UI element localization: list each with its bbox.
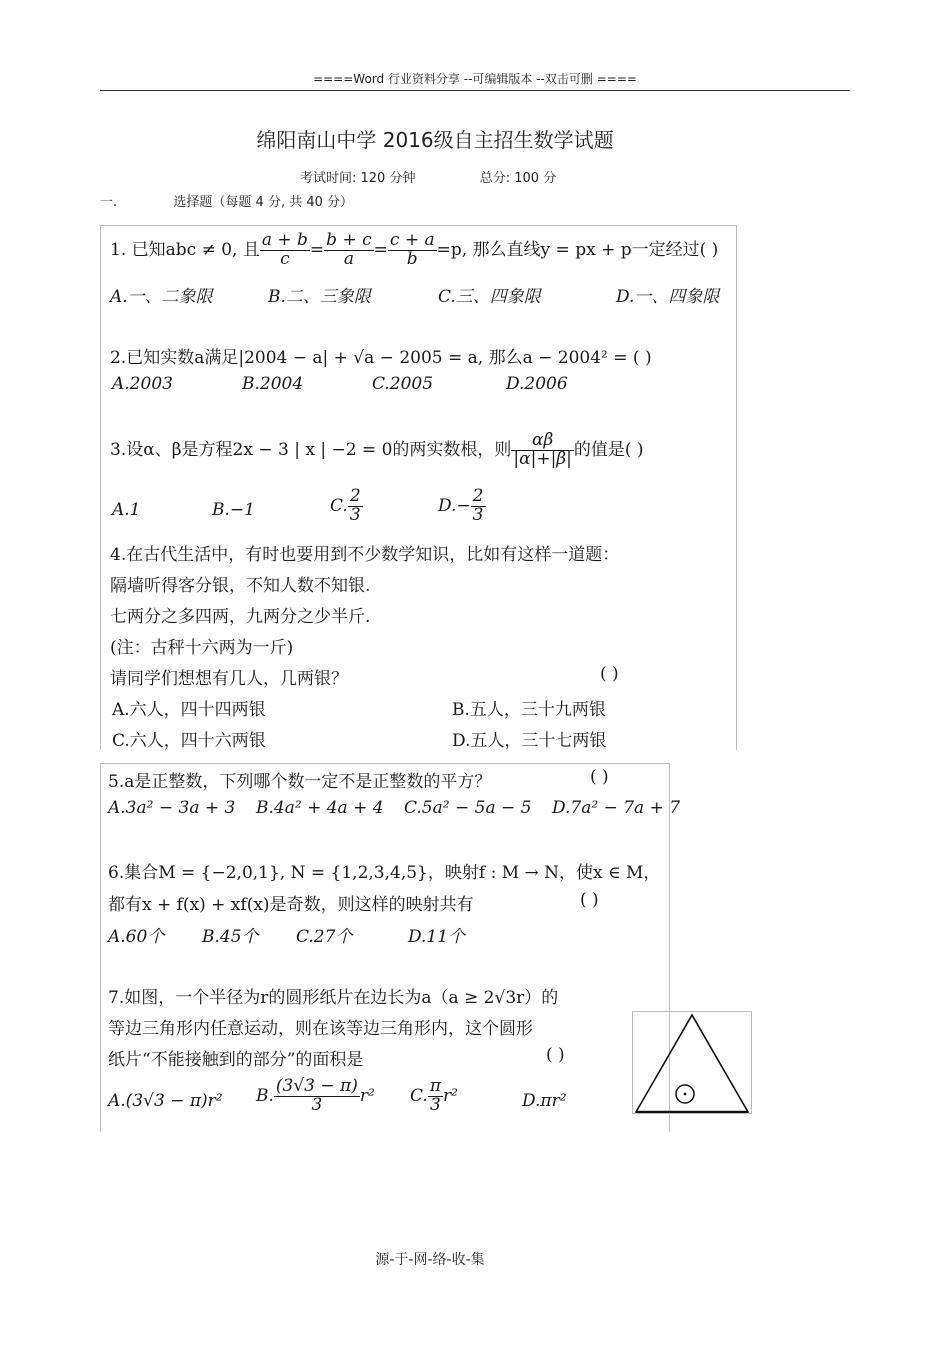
q4-line-3: 七两分之多四两，九两分之少半斤. (110, 607, 371, 627)
q4-line-1: 4.在古代生活中，有时也要用到不少数学知识，比如有这样一道题： (110, 545, 620, 565)
q5-option-a: A.3a² − 3a + 3 (108, 798, 236, 818)
q6-option-c: C.27个 (296, 927, 353, 947)
q1-fraction-1: $\frac{a + b}{c}$ (261, 230, 308, 269)
section-heading (100, 191, 353, 210)
q5-option-c: C.5a² − 5a − 5 (404, 798, 532, 818)
q6-option-d: D.11个 (408, 927, 466, 947)
footer-text: 源-于-网-络-收-集 (375, 1252, 485, 1268)
q4-line-5: 请同学们想想有几人，几两银？ (110, 669, 348, 689)
question-2-stem: 2.已知实数a满足|2004 − a| + √a − 2005 = a, 那么a − 2004² = ( ) (110, 348, 652, 368)
q4-line-4: (注：古秤十六两为一斤) (110, 638, 294, 658)
triangle-figure (632, 1011, 752, 1114)
q1-fraction-3: $\frac{c + a}{b}$ (389, 230, 435, 269)
exam-info (300, 167, 556, 186)
page-title: 绵阳南山中学 2016级自主招生数学试题 (256, 128, 614, 152)
q6-option-a: A.60个 (108, 927, 165, 947)
q7-answer-paren: ( ) (546, 1045, 565, 1065)
q5-answer-paren: ( ) (590, 767, 609, 787)
q7-option-b: B. $\frac{(3√3 - \pi)}{3}$ r² (256, 1076, 375, 1115)
q6-answer-paren: ( ) (580, 890, 599, 910)
q4-answer-paren: ( ) (600, 664, 619, 684)
exam-time: 考试时间: 120 分钟 (300, 171, 416, 186)
q4-option-a: A.六人，四十四两银 (112, 700, 266, 720)
triangle-circle-diagram (633, 1012, 751, 1113)
q1-option-a: A.一、二象限 (110, 287, 213, 307)
question-1-stem: 1. 已知abc ≠ 0, 且 $\frac{a + b}{c}$ = $\frac{b + c}{a}$ = $\frac{c + a}{b}$ =p, 那么直线y = px + p一定经过( ) (110, 230, 719, 269)
q1-fraction-2: $\frac{b + c}{a}$ (326, 230, 372, 269)
question-6-stem-1: 6.集合M = {−2,0,1}, N = {1,2,3,4,5}，映射f : M → N，使x ∈ M， (108, 863, 661, 883)
q4-option-d: D.五人，三十七两银 (452, 731, 607, 751)
q6-option-b: B.45个 (202, 927, 259, 947)
q4-option-b: B.五人，三十九两银 (452, 700, 606, 720)
q4-option-c: C.六人，四十六两银 (112, 731, 266, 751)
q1-option-c: C.三、四象限 (438, 287, 541, 307)
q5-option-b: B.4a² + 4a + 4 (256, 798, 384, 818)
q3-option-d: D.− $\frac{2}{3}$ (438, 486, 484, 525)
q7-option-c: C. $\frac{\pi}{3}$ r² (410, 1076, 458, 1115)
q5-option-d: D.7a² − 7a + 7 (552, 798, 681, 818)
q3-option-b: B.−1 (212, 500, 255, 520)
question-7-stem-3: 纸片“不能接触到的部分”的面积是 (108, 1050, 364, 1070)
q1-option-b: B.二、三象限 (268, 287, 371, 307)
equilateral-triangle (636, 1015, 748, 1112)
q1-option-d: D.一、四象限 (616, 287, 720, 307)
total-score: 总分: 100 分 (479, 171, 557, 186)
q2-option-a: A.2003 (112, 374, 173, 394)
question-7-stem-1: 7.如图，一个半径为r的圆形纸片在边长为a（a ≥ 2√3r）的 (108, 988, 559, 1008)
circle-center (684, 1093, 687, 1096)
q3-option-c: C. $\frac{2}{3}$ (330, 486, 361, 525)
question-7-stem-2: 等边三角形内任意运动，则在该等边三角形内，这个圆形 (108, 1019, 533, 1039)
question-5-stem: 5.a是正整数，下列哪个数一定不是正整数的平方？ (108, 772, 492, 792)
questions-box-2 (100, 763, 670, 1132)
q3-option-a: A.1 (112, 500, 141, 520)
q2-option-c: C.2005 (372, 374, 434, 394)
section-number: 一. (100, 195, 118, 210)
q2-option-b: B.2004 (242, 374, 304, 394)
header-divider (100, 90, 850, 91)
header-banner: ====Word 行业资料分享 --可编辑版本 --双击可删 ==== (313, 72, 637, 86)
q7-option-a: A.(3√3 − π)r² (108, 1091, 223, 1111)
question-6-stem-2: 都有x + f(x) + xf(x)是奇数，则这样的映射共有 (108, 895, 474, 915)
section-label: 选择题（每题 4 分, 共 40 分） (173, 195, 354, 210)
question-3-stem: 3.设α、β是方程2x − 3 | x | −2 = 0的两实数根，则 $\frac{\alpha\beta}{|\alpha|+|\beta|}$ 的值是( ) (110, 430, 644, 469)
q7-option-d: D.πr² (522, 1091, 567, 1111)
q2-option-d: D.2006 (506, 374, 568, 394)
q4-line-2: 隔墙听得客分银，不知人数不知银. (110, 576, 371, 596)
q3-fraction: $\frac{\alpha\beta}{|\alpha|+|\beta|}$ (513, 430, 572, 469)
